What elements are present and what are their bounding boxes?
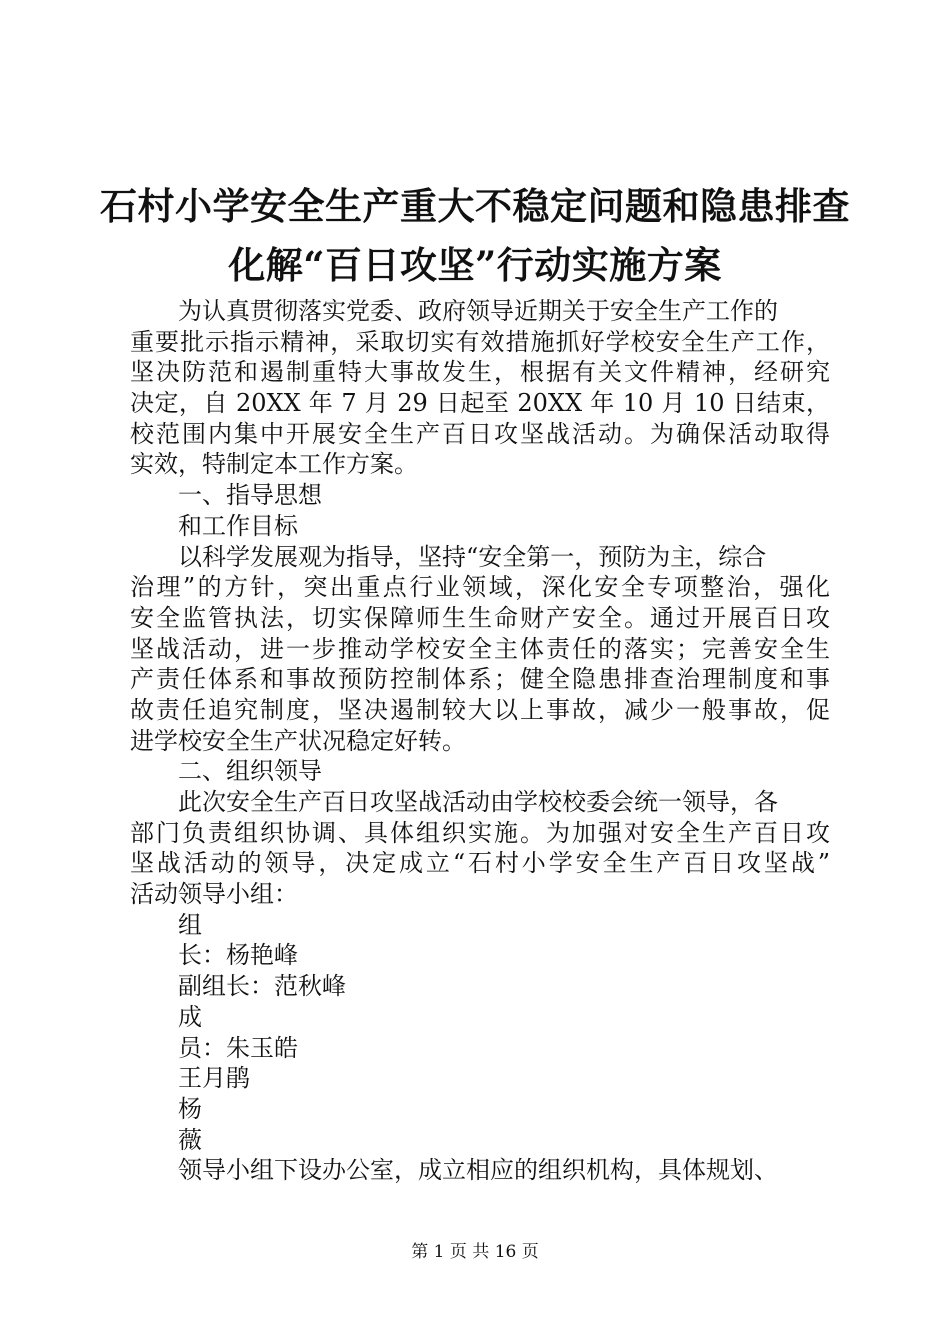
body-line: 产责任体系和事故预防控制体系；健全隐患排查治理制度和事 — [130, 665, 830, 694]
member-line: 员：朱玉皓 — [178, 1033, 298, 1062]
body-line: 重要批示指示精神，采取切实有效措施抓好学校安全生产工作， — [130, 327, 830, 356]
section-heading: 二、组织领导 — [178, 757, 322, 786]
document-title-line-1: 石村小学安全生产重大不稳定问题和隐患排查 — [100, 184, 850, 228]
body-line: 此次安全生产百日攻坚战活动由学校校委会统一领导，各 — [178, 788, 778, 816]
body-line: 决定，自 20XX 年 7 月 29 日起至 20XX 年 10 月 10 日结束， — [130, 389, 830, 418]
member-line: 成 — [178, 1002, 202, 1031]
body-line: 校范围内集中开展安全生产百日攻坚战活动。为确保活动取得 — [130, 419, 830, 448]
section-heading: 和工作目标 — [178, 511, 298, 540]
member-line: 组 — [178, 910, 202, 939]
body-line: 故责任追究制度，坚决遏制较大以上事故，减少一般事故，促 — [130, 695, 830, 724]
body-line: 活动领导小组： — [130, 880, 298, 909]
body-line: 安全监管执法，切实保障师生生命财产安全。通过开展百日攻 — [130, 603, 830, 632]
body-line: 部门负责组织协调、具体组织实施。为加强对安全生产百日攻 — [130, 818, 830, 847]
page-number-footer: 第 1 页 共 16 页 — [411, 1242, 539, 1262]
body-line: 实效，特制定本工作方案。 — [130, 450, 418, 479]
member-line: 薇 — [178, 1125, 202, 1154]
member-line: 王月鹃 — [178, 1064, 250, 1093]
section-heading: 一、指导思想 — [178, 481, 322, 510]
body-line: 领导小组下设办公室，成立相应的组织机构，具体规划、 — [178, 1156, 778, 1185]
body-line: 坚决防范和遏制重特大事故发生，根据有关文件精神，经研究 — [130, 358, 830, 387]
member-line: 长：杨艳峰 — [178, 941, 298, 970]
member-line: 杨 — [178, 1094, 202, 1123]
member-line: 副组长：范秋峰 — [178, 972, 346, 1001]
document-title-line-2: 化解“百日攻坚”行动实施方案 — [228, 243, 722, 287]
document-body — [130, 296, 830, 1186]
body-line: 以科学发展观为指导，坚持“安全第一，预防为主，综合 — [178, 542, 767, 571]
body-line: 坚战活动，进一步推动学校安全主体责任的落实；完善安全生 — [130, 634, 830, 663]
body-line: 治理”的方针，突出重点行业领域，深化安全专项整治，强化 — [130, 573, 830, 602]
body-line: 进学校安全生产状况稳定好转。 — [130, 726, 466, 755]
body-line: 为认真贯彻落实党委、政府领导近期关于安全生产工作的 — [178, 297, 778, 325]
body-line: 坚战活动的领导，决定成立“石村小学安全生产百日攻坚战” — [130, 849, 830, 878]
